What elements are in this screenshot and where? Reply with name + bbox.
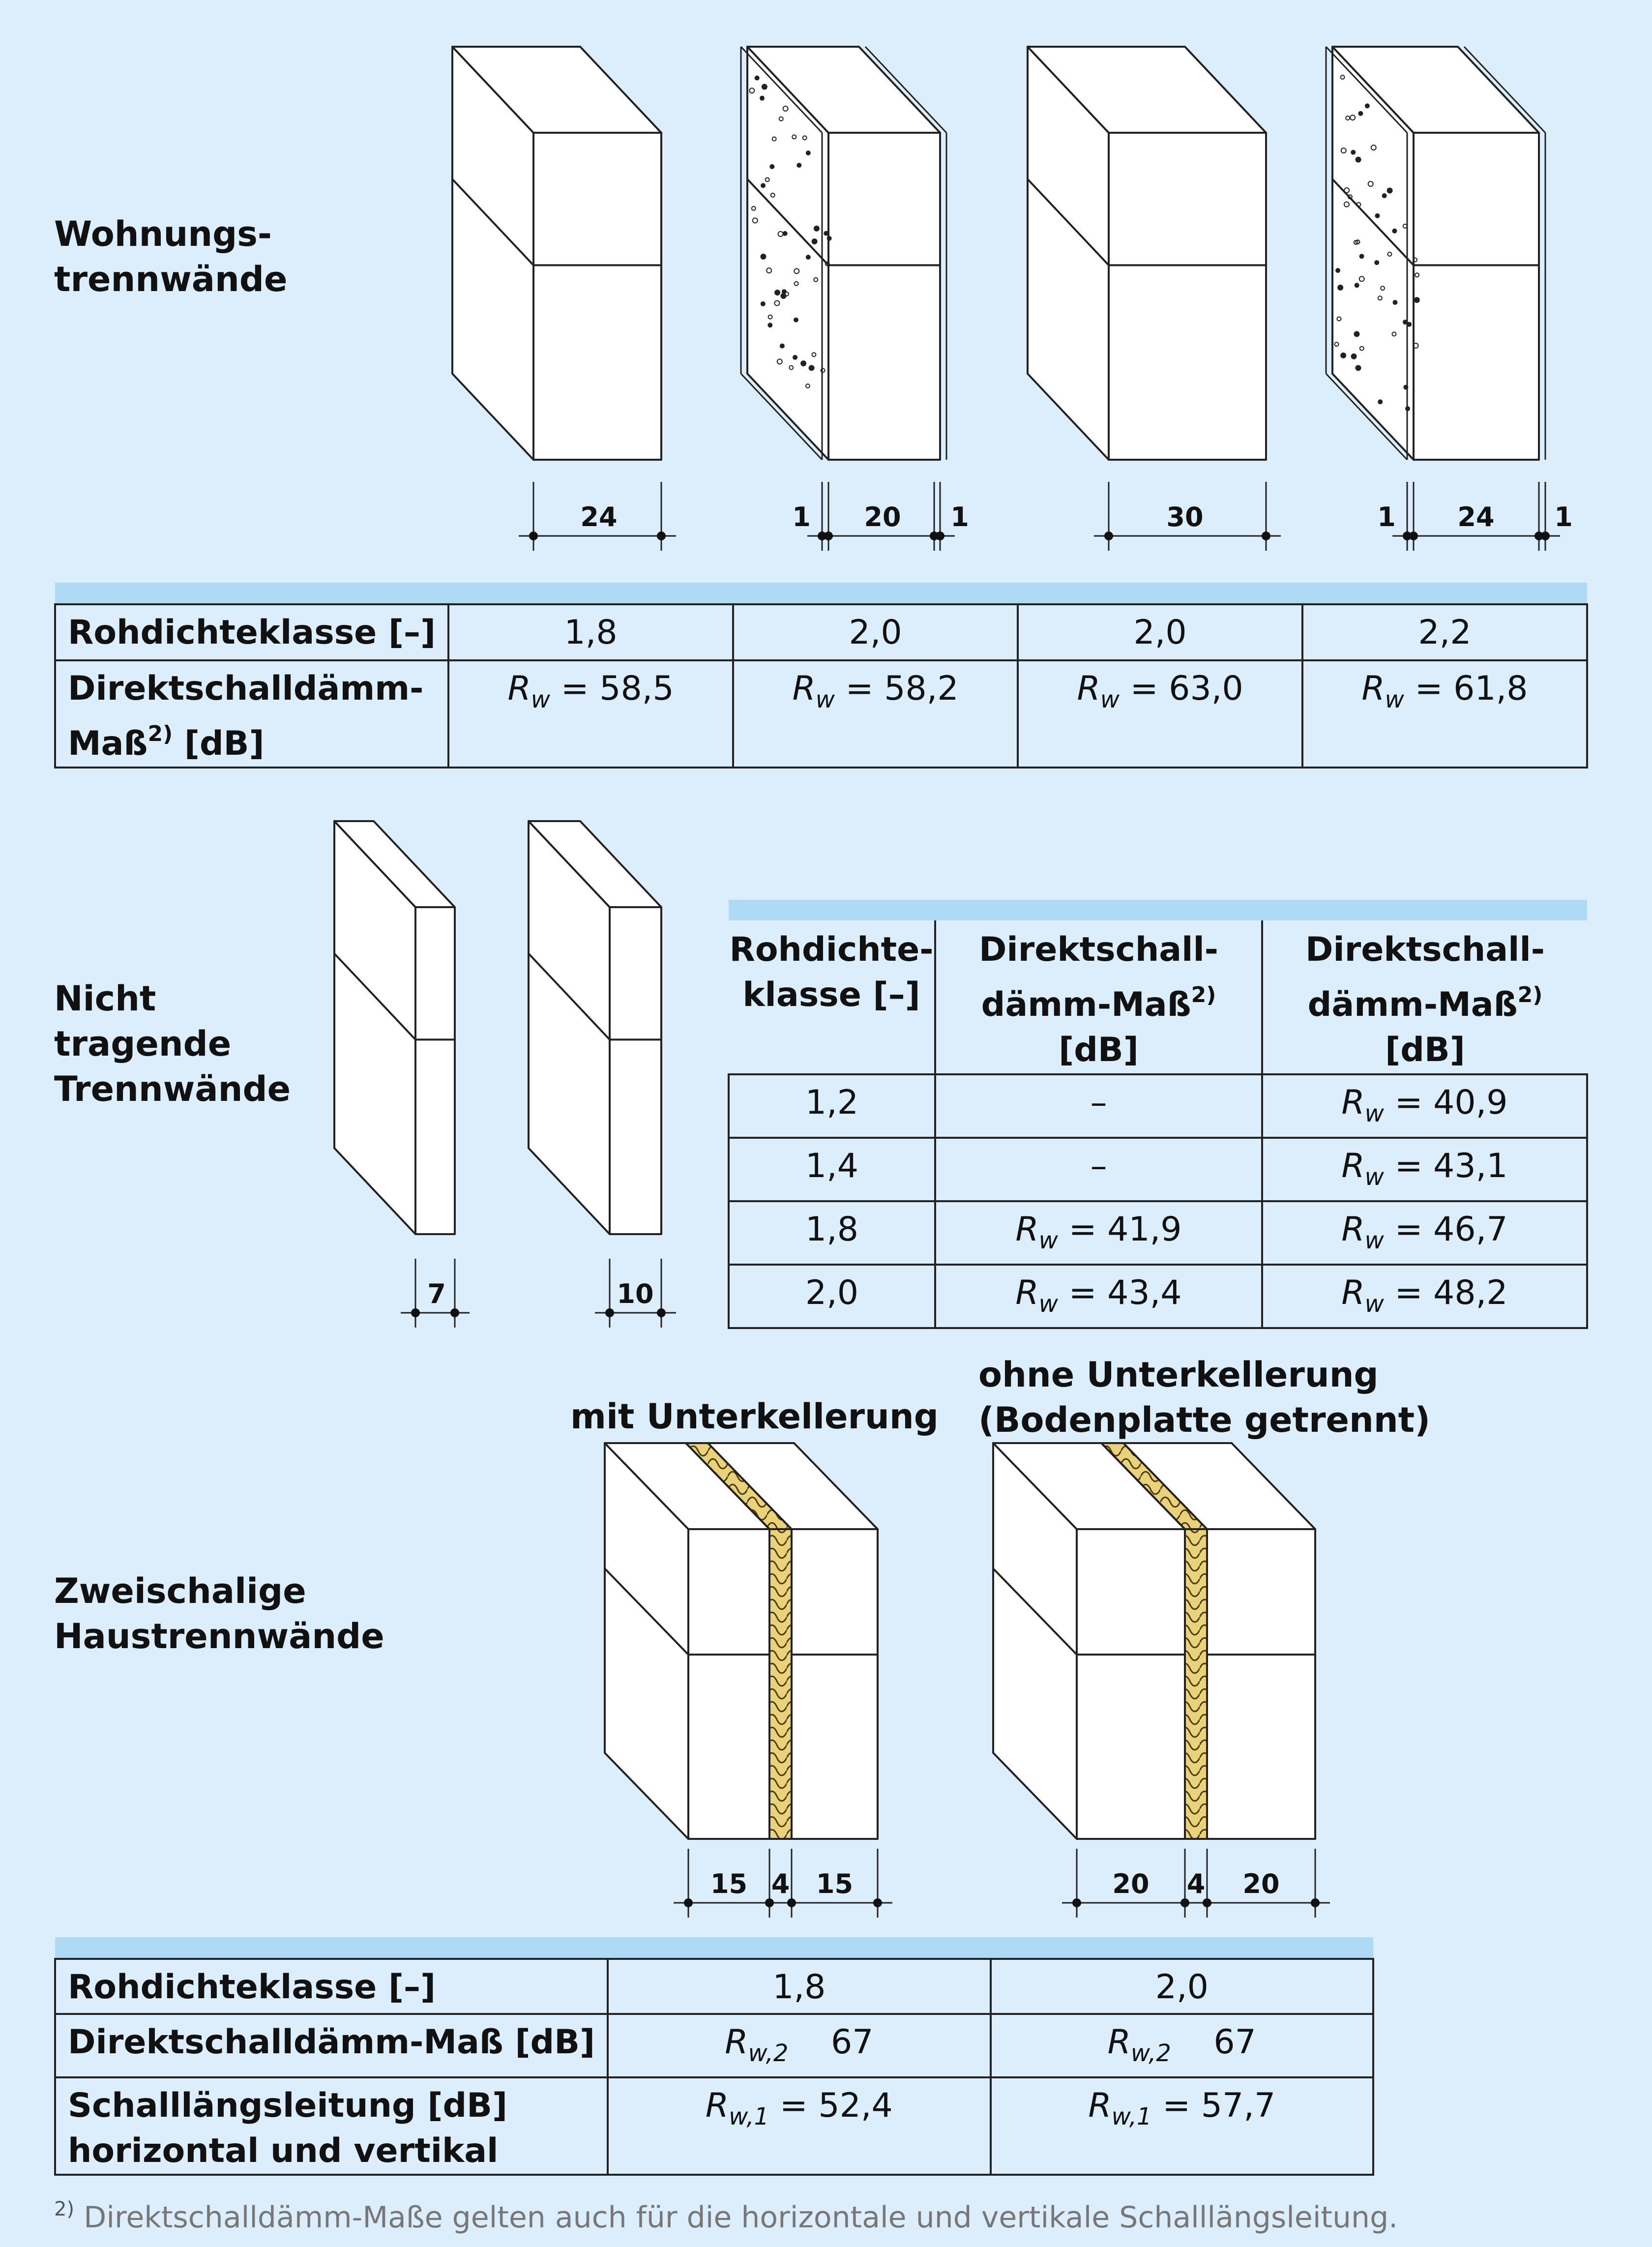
cell-value	[733, 660, 1018, 768]
plaster-dot	[806, 255, 810, 259]
rw-symbol: R	[1077, 669, 1100, 708]
cell-klasse: 1,2	[729, 1074, 935, 1138]
cell-value	[991, 2077, 1373, 2175]
cell-value: 1,8	[448, 604, 733, 660]
dimension-dot	[411, 1308, 420, 1317]
plaster-dot	[1355, 283, 1359, 287]
dimension-24	[519, 482, 676, 551]
cell-value: –	[935, 1074, 1262, 1138]
cell-value: 2,0	[991, 1959, 1373, 2014]
dimension-dot	[765, 1898, 774, 1907]
caption-line: mit Unterkellerung	[570, 1396, 939, 1437]
table-row	[729, 1265, 1587, 1328]
value-text: = 43,1	[1394, 1147, 1508, 1185]
table-row	[729, 1201, 1587, 1265]
value-text: = 43,4	[1068, 1273, 1182, 1312]
label-line: Zweischalige	[54, 1571, 306, 1611]
cell-value	[1018, 660, 1302, 768]
footnote-text: Direktschalldämm-Maße gelten auch für die horizontale und vertikale Schalllängsleitung.	[84, 2200, 1398, 2235]
unit-text: [dB]	[184, 724, 265, 763]
block-front-face	[533, 133, 661, 460]
table-row	[55, 2014, 1373, 2077]
dimension-dot	[1072, 1898, 1081, 1907]
rw-subscript: w	[531, 686, 551, 713]
dimension-label: 30	[1166, 502, 1204, 532]
plaster-dot	[1351, 150, 1355, 154]
rw-symbol: R	[1015, 1273, 1039, 1312]
section-label-wohnungstrennwaende	[54, 211, 287, 302]
rw-subscript: w,1	[1111, 2103, 1152, 2130]
section-label-zweischalige	[54, 1568, 384, 1659]
cell-value	[935, 1201, 1262, 1265]
block-front-face	[610, 907, 661, 1234]
cell-value	[1262, 1138, 1587, 1201]
dimension-dot	[657, 532, 666, 540]
rw-symbol: R	[1341, 1273, 1365, 1312]
insulation-front-pattern	[1185, 1529, 1207, 1839]
label-line: Direktschalldämm-	[68, 669, 424, 708]
plaster-dot	[1338, 285, 1343, 290]
rw-subscript: w	[1364, 1163, 1384, 1191]
label-line: Trennwände	[54, 1069, 291, 1109]
footnote-ref: 2)	[1517, 982, 1543, 1007]
rw-symbol: R	[1341, 1210, 1365, 1249]
dimension-30	[1094, 482, 1281, 551]
dimension-label: 10	[617, 1278, 654, 1309]
plaster-dot	[793, 355, 797, 359]
footnote	[54, 2198, 1398, 2235]
rw-symbol: R	[1341, 1147, 1365, 1185]
label-text: Maß	[68, 724, 148, 763]
value-text: 67	[1213, 2023, 1256, 2062]
dimension-label: 1	[792, 502, 811, 532]
plaster-dot	[782, 290, 786, 294]
cell-value: 1,8	[608, 1959, 990, 2014]
header-line: Direktschall-	[978, 930, 1219, 969]
label-line: tragende	[54, 1024, 232, 1064]
rw-symbol: R	[1088, 2086, 1112, 2125]
unit-text: [dB]	[1059, 1031, 1139, 1069]
block-front-face	[1414, 133, 1539, 460]
plaster-dot	[761, 254, 766, 259]
value-text: 67	[830, 2023, 874, 2062]
value-text: = 40,9	[1394, 1083, 1508, 1122]
table-header-bar	[55, 583, 1587, 604]
dimension-label: 15	[816, 1868, 854, 1899]
dimension-20	[792, 482, 969, 551]
cell-value	[1302, 660, 1587, 768]
rw-symbol: R	[1341, 1083, 1365, 1122]
plaster-dot	[1356, 365, 1360, 370]
header-rohdichteklasse	[729, 920, 935, 1074]
double-wall-mit	[605, 1443, 878, 1839]
header-text: dämm-Maß	[981, 985, 1191, 1024]
caption-mit-unterkellerung	[570, 1394, 939, 1439]
wall-block-30	[1028, 47, 1266, 460]
header-line	[1264, 973, 1587, 1073]
rw-symbol: R	[1107, 2023, 1131, 2062]
rw-subscript: w	[1364, 1290, 1384, 1318]
table-header-row	[729, 920, 1587, 1074]
block-front-face	[1077, 1529, 1185, 1839]
plaster-dot	[1375, 261, 1379, 265]
cell-value	[608, 2014, 990, 2077]
plaster-dot	[760, 96, 764, 100]
dimension-dot	[873, 1898, 882, 1907]
dimension-label: 4	[771, 1868, 790, 1899]
plaster-dot	[770, 165, 774, 169]
dimension-dot	[824, 532, 833, 540]
plaster-dot	[1393, 300, 1397, 304]
wall-block-7	[334, 821, 455, 1234]
header-direktschall-2	[935, 920, 1262, 1074]
cell-value	[991, 2014, 1373, 2077]
rw-subscript: w	[1038, 1290, 1058, 1318]
dimension-label: 24	[1457, 502, 1495, 532]
label-line	[68, 711, 436, 767]
row-label-rohdichteklasse: Rohdichteklasse [–]	[55, 604, 448, 660]
plaster-dot	[755, 76, 759, 80]
block-front-face	[415, 907, 455, 1234]
cell-value	[935, 1265, 1262, 1328]
dimension-label: 1	[950, 502, 969, 532]
plaster-dot	[1392, 229, 1396, 233]
plaster-dot	[801, 361, 806, 366]
cell-value	[448, 660, 733, 768]
dimension-dot	[936, 532, 944, 540]
plaster-dot	[1383, 194, 1386, 198]
table-row	[55, 2077, 1373, 2175]
dimension-dot	[1262, 532, 1270, 540]
cell-value	[1262, 1074, 1587, 1138]
dimension-dot	[450, 1308, 459, 1317]
dimension-dot	[657, 1308, 666, 1317]
rw-symbol: R	[1361, 669, 1385, 708]
rw-subscript: w,2	[748, 2040, 789, 2067]
rw-subscript: w	[1385, 686, 1404, 713]
plaster-dot	[1360, 254, 1364, 258]
table-row	[55, 1959, 1373, 2014]
dimension-dot	[605, 1308, 614, 1317]
header-text: dämm-Maß	[1307, 985, 1518, 1024]
caption-line: (Bodenplatte getrennt)	[978, 1400, 1431, 1440]
plaster-dot	[797, 163, 801, 167]
plaster-dot	[783, 232, 787, 236]
dimension-label: 1	[1554, 502, 1573, 532]
plaster-dot	[824, 232, 828, 236]
dimension-dot	[1180, 1898, 1189, 1907]
plaster-dot	[780, 344, 784, 348]
dimension-dot	[529, 532, 538, 540]
plaster-dot	[814, 226, 819, 231]
dimension-dot	[1541, 532, 1550, 540]
unit-text: [dB]	[1385, 1031, 1465, 1069]
dimension-dot	[1409, 532, 1418, 540]
plaster-dot	[761, 183, 765, 187]
table-row	[55, 604, 1587, 660]
footnote-ref: 2)	[148, 721, 173, 746]
value-text: = 46,7	[1394, 1210, 1508, 1249]
block-front-face	[688, 1529, 769, 1839]
dimension-label: 4	[1186, 1868, 1206, 1899]
row-label-schalllaengsleitung	[55, 2077, 608, 2175]
dimension-label: 20	[1242, 1868, 1280, 1899]
label-line: Haustrennwände	[54, 1616, 384, 1656]
caption-ohne-unterkellerung	[978, 1352, 1431, 1443]
plaster-dot	[775, 290, 780, 295]
rw-subscript: w	[815, 686, 835, 713]
plaster-dot	[761, 302, 765, 306]
rw-symbol: R	[792, 669, 816, 708]
value-text: = 58,5	[560, 669, 674, 708]
plaster-dot	[827, 237, 831, 240]
plaster-dot	[1336, 268, 1340, 272]
plaster-dot	[1358, 112, 1362, 116]
header-line: klasse [–]	[742, 976, 920, 1014]
header-line: Rohdichte-	[729, 930, 934, 969]
plaster-dot	[806, 151, 810, 155]
plaster-dot	[1415, 297, 1419, 302]
caption-line: ohne Unterkellerung	[978, 1355, 1379, 1395]
plaster-dot	[1354, 331, 1359, 336]
wall-block-10	[529, 821, 661, 1234]
value-text: = 63,0	[1130, 669, 1243, 708]
plaster-dot	[1387, 188, 1392, 193]
dimension-dot	[787, 1898, 796, 1907]
header-line: Direktschall-	[1305, 930, 1545, 969]
row-label-direktschalldaemm: Direktschalldämm-Maß [dB]	[55, 2014, 608, 2077]
cell-value: –	[935, 1138, 1262, 1201]
rw-subscript: w	[1364, 1100, 1384, 1127]
cell-value: 2,2	[1302, 604, 1587, 660]
block-front-face	[792, 1529, 878, 1839]
cell-value	[1262, 1201, 1587, 1265]
dimension-dot	[1311, 1898, 1320, 1907]
dimension-7	[401, 1259, 470, 1328]
dimension-24b	[1377, 482, 1573, 551]
section-label-nicht-tragende	[54, 976, 291, 1112]
rw-symbol: R	[1015, 1210, 1039, 1249]
rw-subscript: w	[1038, 1227, 1058, 1254]
cell-value: 2,0	[733, 604, 1018, 660]
dimension-label: 7	[427, 1278, 446, 1309]
plaster-dot	[812, 239, 817, 244]
label-line: Schalllängsleitung [dB]	[68, 2086, 508, 2125]
wall-block-24-plastered	[1332, 47, 1539, 460]
plaster-dot	[1375, 214, 1379, 218]
block-front-face	[1109, 133, 1266, 460]
rw-symbol: R	[507, 669, 531, 708]
block-front-face	[1207, 1529, 1315, 1839]
table-row	[55, 660, 1587, 768]
table-row	[729, 1138, 1587, 1201]
double-wall-ohne	[993, 1443, 1315, 1839]
rw-subscript: w	[1100, 686, 1120, 713]
dimension-label: 15	[710, 1868, 748, 1899]
table-row	[729, 1074, 1587, 1138]
value-text: = 48,2	[1394, 1273, 1508, 1312]
block-front-face	[828, 133, 940, 460]
rw-subscript: w,2	[1130, 2040, 1171, 2067]
cell-value	[608, 2077, 990, 2175]
dimension-dot	[1203, 1898, 1211, 1907]
dimension-label: 20	[1112, 1868, 1150, 1899]
plaster-dot	[1378, 400, 1382, 404]
cell-value	[1262, 1265, 1587, 1328]
dimension-label: 1	[1377, 502, 1396, 532]
cell-klasse: 1,8	[729, 1201, 935, 1265]
label-line: trennwände	[54, 259, 288, 299]
table-wohnungstrennwaende	[54, 583, 1588, 769]
footnote-ref: 2)	[1191, 982, 1216, 1007]
label-line: Nicht	[54, 978, 156, 1019]
value-text: = 61,8	[1415, 669, 1528, 708]
cell-value: 2,0	[1018, 604, 1302, 660]
rw-subscript: w	[1364, 1227, 1384, 1254]
rw-symbol: R	[705, 2086, 729, 2125]
dimension-label: 24	[580, 502, 618, 532]
row-label-direktschalldaemm	[55, 660, 448, 768]
dimension-label: 20	[864, 502, 901, 532]
label-line: Wohnungs-	[54, 214, 272, 254]
plaster-dot	[1365, 104, 1369, 108]
cell-klasse: 1,4	[729, 1138, 935, 1201]
rw-subscript: w,1	[729, 2103, 769, 2130]
dimension-15-4-15	[674, 1849, 892, 1918]
wall-block-20	[747, 47, 940, 460]
table-header-bar	[55, 1937, 1373, 1959]
dimension-10	[595, 1259, 676, 1328]
table-header-bar	[729, 900, 1587, 920]
plaster-dot	[794, 318, 798, 322]
plaster-dot	[768, 323, 772, 327]
value-text: = 58,2	[845, 669, 959, 708]
plaster-dot	[809, 365, 814, 370]
footnote-mark: 2)	[54, 2198, 75, 2220]
dimension-20-4-20	[1062, 1849, 1330, 1918]
table-nicht-tragende	[728, 900, 1588, 1329]
table-zweischalige	[54, 1937, 1374, 2176]
value-text: = 52,4	[779, 2086, 893, 2125]
dimension-dot	[684, 1898, 693, 1907]
value-text: = 57,7	[1162, 2086, 1276, 2125]
plaster-dot	[1341, 353, 1346, 358]
value-text: = 41,9	[1068, 1210, 1182, 1249]
plaster-dot	[762, 85, 767, 89]
plaster-dot	[1352, 354, 1357, 359]
plaster-dot	[1356, 157, 1361, 162]
row-label-rohdichteklasse: Rohdichteklasse [–]	[55, 1959, 608, 2014]
insulation-front-pattern	[769, 1529, 792, 1839]
rw-symbol: R	[725, 2023, 748, 2062]
dimension-dot	[1104, 532, 1113, 540]
header-direktschall-3	[1262, 920, 1587, 1074]
header-line	[937, 973, 1261, 1073]
cell-klasse: 2,0	[729, 1265, 935, 1328]
label-line: horizontal und vertikal	[68, 2131, 499, 2170]
wall-block-24	[452, 47, 661, 460]
